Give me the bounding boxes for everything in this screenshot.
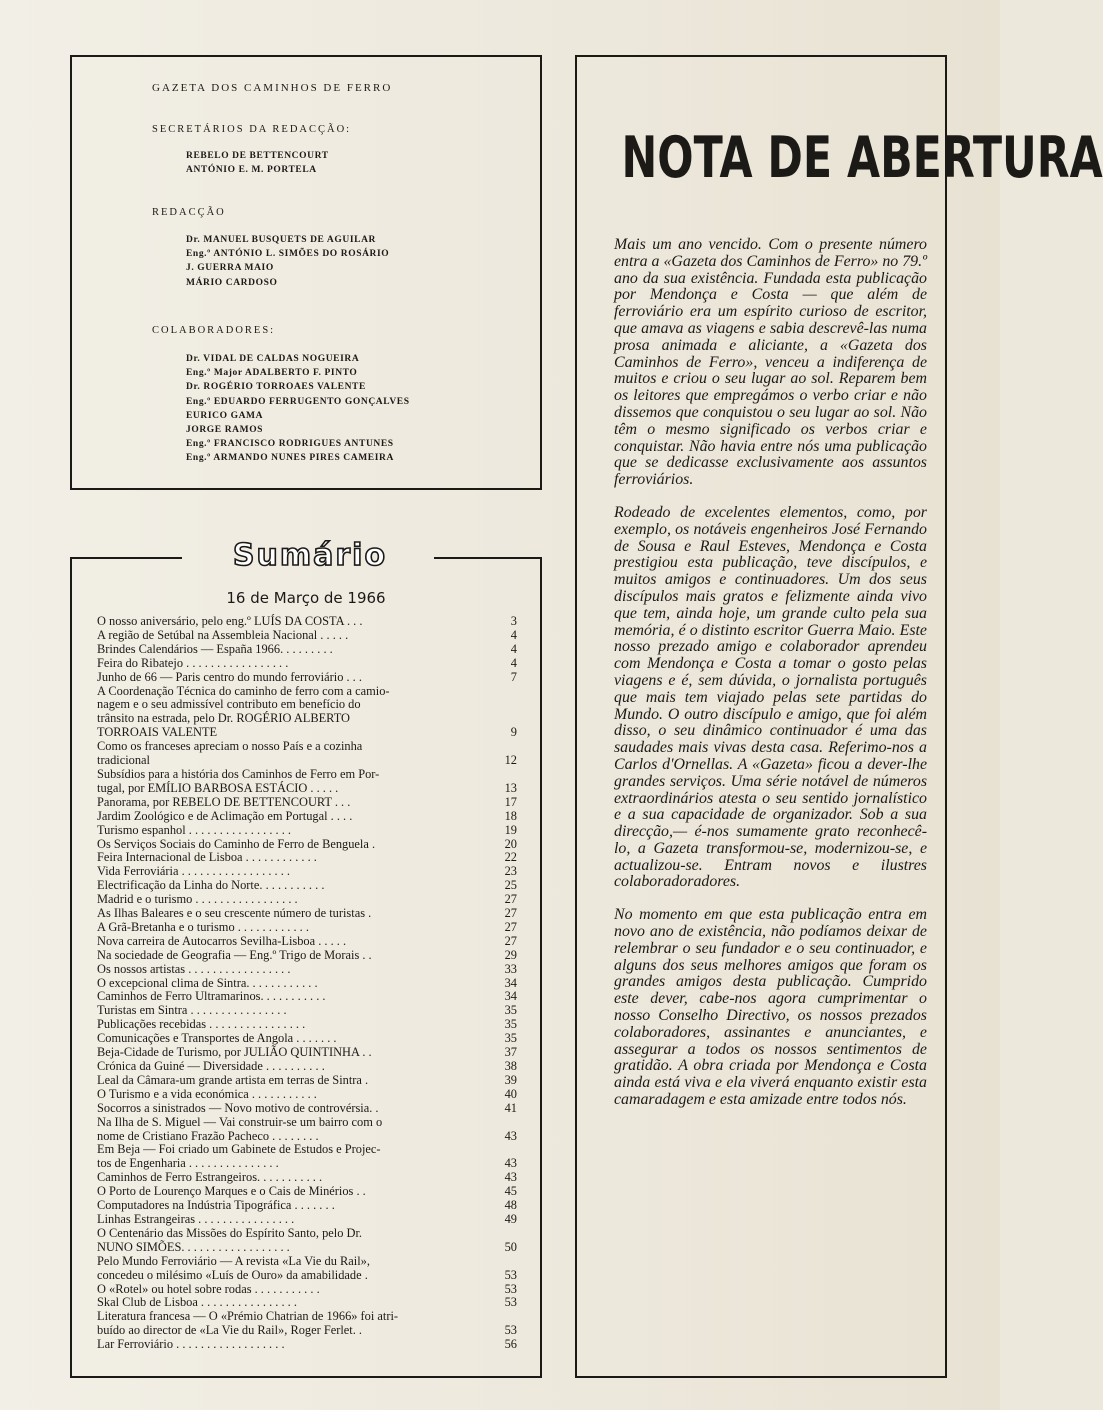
toc-entry [97,796,521,810]
editor-name: Dr. MANUEL BUSQUETS DE AGUILAR [186,235,377,245]
toc-entry-line: O Centenário das Missões do Espírito Santo, pelo Dr. [97,1225,362,1240]
toc-entry [97,1171,521,1185]
toc-entry-line: concedeu o milésimo «Luís de Ouro» da amabilidade . [97,1267,368,1282]
toc-page-number: 20 [504,836,517,851]
masthead-title: GAZETA DOS CAMINHOS DE FERRO [152,82,393,94]
toc-page-number: 33 [504,961,517,976]
toc-entry [97,963,521,977]
toc-entry-line: Panorama, por REBELO DE BETTENCOURT . . . [97,794,351,809]
toc-entry-line: O «Rotel» ou hotel sobre rodas . . . . . . . . . . . [97,1281,320,1296]
toc-entry-line: nagem e o seu admissível contributo em benefício do [97,697,361,712]
secretaries-label: SECRETÁRIOS DA REDACÇÃO: [152,124,352,135]
toc-entry-line: Feira do Ribatejo . . . . . . . . . . . . . . . . . [97,655,289,670]
toc-entry [97,851,521,865]
toc-page-number: 39 [504,1072,517,1087]
contributors-list [186,352,410,466]
toc-entry-line: Turistas em Sintra . . . . . . . . . . . . . . . . [97,1003,287,1018]
toc-page-number: 37 [504,1045,517,1060]
toc-entry-line: Lar Ferroviário . . . . . . . . . . . . . . . . . . [97,1337,285,1352]
toc-entry-line: buído ao director de «La Vie du Rail», Roger Ferlet. . [97,1323,363,1338]
nota-body [614,237,927,1125]
toc-entry [97,879,521,893]
sumario-date: 16 de Março de 1966 [226,589,386,607]
toc-entry-line: Na sociedade de Geografia — Eng.º Trigo de Morais . . [97,947,372,962]
toc-page-number: 43 [504,1156,517,1171]
toc-entry-line: Como os franceses apreciam o nosso País e a cozinha [97,739,363,754]
contributor-name: Eng.º FRANCISCO RODRIGUES ANTUNES [186,439,394,450]
toc-entry [97,1227,521,1255]
editorial-list [186,233,389,290]
contributor-name: Dr. VIDAL DE CALDAS NOGUEIRA [186,354,360,364]
contributor-name: Eng.º EDUARDO FERRUGENTO GONÇALVES [186,396,410,407]
toc-entry-line: O Turismo e a vida económica . . . . . . . . . . . [97,1086,317,1101]
toc-entry-line: Caminhos de Ferro Estrangeiros. . . . . . . . . . . [97,1170,323,1185]
toc-entry-line: Nova carreira de Autocarros Sevilha-Lisboa . . . . . [97,933,347,948]
toc-entry-line: Os Serviços Sociais do Caminho de Ferro de Benguela . [97,836,376,851]
secretary-name: ANTÓNIO E. M. PORTELA [186,165,317,176]
toc-entry-line: Caminhos de Ferro Ultramarinos. . . . . . . . . . . [97,989,326,1004]
toc-entry [97,1213,521,1227]
toc-page-number: 17 [504,794,517,809]
toc-entry-line: Madrid e o turismo . . . . . . . . . . . . . . . . . [97,892,298,907]
secretary-name: REBELO DE BETTENCOURT [186,151,329,161]
toc-entry [97,643,521,657]
toc-entry [97,768,521,796]
contributor-name: Eng.º ARMANDO NUNES PIRES CAMEIRA [186,453,394,464]
toc-page-number: 27 [504,933,517,948]
toc-entry-line: Publicações recebidas . . . . . . . . . . . . . . . . [97,1017,306,1032]
toc-page-number: 4 [510,655,517,670]
toc-entry-line: NUNO SIMÕES. . . . . . . . . . . . . . . . . . [97,1239,290,1254]
toc-page-number: 40 [504,1086,517,1101]
toc-entry-line: tugal, por EMÍLIO BARBOSA ESTÁCIO . . . . . [97,780,339,795]
toc-page-number: 23 [504,864,517,879]
toc-entry [97,921,521,935]
toc-entry-line: Brindes Calendários — España 1966. . . . . . . . . [97,641,333,656]
toc-page-number: 53 [504,1323,517,1338]
toc-entry-line: nome de Cristiano Frazão Pacheco . . . . . . . . [97,1128,319,1143]
toc-entry-line: Skal Club de Lisboa . . . . . . . . . . . . . . . . [97,1295,297,1310]
sumario-heading: Sumário [232,538,388,573]
toc-page-number: 29 [504,947,517,962]
toc-entry [97,1255,521,1283]
toc-page-number: 22 [504,850,517,865]
toc-entry [97,865,521,879]
toc-entry-line: Beja-Cidade de Turismo, por JULIÃO QUINTINHA . . [97,1045,372,1060]
toc-page-number: 18 [504,808,517,823]
toc-entry [97,935,521,949]
toc-entry [97,1143,521,1171]
toc-entry [97,838,521,852]
toc-page-number: 35 [504,1031,517,1046]
nota-paragraph: Rodeado de excelentes elementos, como, por exemplo, os notáveis engenheiros José Fernando de Sousa e Raul Esteves, Mendonça e Costa prestigiou esta publicação, teve discípulos, e muitos amigos e continuadores. Um dos seus discípulos mais gratos e felizmente ainda vivo que tem, ainda hoje, um grande culto pela sua memória, é o distinto escritor Guerra Maio. Este nosso prezado amigo e colaborador aprendeu com Mendonça e Costa a tomar o gosto pelas viagens e é, sem dúvida, o jornalista português que mais tem viajado pelas sete partidas do Mundo. O outro discípulo e amigo, que foi além disso, o seu dinâmico continuador é uma das saudades mais vivas desta casa. Referimo-nos a Carlos d'Ornellas. A «Gazeta» ficou a dever-lhe grandes serviços. Uma série notável de números extraordinários atesta o seu sentido jornalístico e a sua capacidade de organizador. Sob a sua direcção,— é-nos sumamente grato reconhecê-lo, a Gazeta transformou-se, modernizou-se, e actualizou-se. Entram novos e ilustres colaboradoradores. [614,503,927,891]
toc-entry [97,615,521,629]
toc-entry [97,1296,521,1310]
toc-entry-line: Computadores na Indústria Tipográfica . . . . . . . [97,1198,335,1213]
nota-title: NOTA DE ABERTURA [621,125,1103,191]
toc-entry-line: Feira Internacional de Lisboa . . . . . . . . . . . . [97,850,317,865]
toc-page-number: 12 [504,753,517,768]
toc-entry-line: Vida Ferroviária . . . . . . . . . . . . . . . . . . [97,864,290,879]
toc-page-number: 43 [504,1128,517,1143]
toc-page-number: 13 [504,780,517,795]
toc-entry-line: Crónica da Guiné — Diversidade . . . . . . . . . . [97,1059,325,1073]
toc-page-number: 48 [504,1198,517,1213]
secretaries-list [186,149,329,177]
toc-entry-line: Turismo espanhol . . . . . . . . . . . . . . . . . [97,822,292,837]
contributors-label: COLABORADORES: [152,325,276,336]
toc-entry-line: Socorros a sinistrados — Novo motivo de controvérsia. . [97,1100,379,1115]
toc-page-number: 43 [504,1170,517,1185]
toc-page-number: 49 [504,1211,517,1226]
toc-page-number: 3 [510,614,517,628]
toc-entry [97,1283,521,1297]
toc-entry-line: Subsídios para a história dos Caminhos de Ferro em Por- [97,766,380,781]
toc-page-number: 35 [504,1003,517,1018]
nota-paragraph: Mais um ano vencido. Com o presente número entra a «Gazeta dos Caminhos de Ferro» no 79.º ano da sua existência. Fundada esta publicação por Mendonça e Costa — que além de ferroviário era um espírito curioso de escritor, que amava as viagens e sabia descrevê-las numa prosa animada e aliciante, a «Gazeta dos Caminhos de Ferro», venceu a indiferença de muitos e criou o seu lugar ao sol. Reparem bem os leitores que empregámos o verbo criar e não dissemos que conquistou o seu lugar ao sol. Não têm o mesmo significado os verbos criar e conquistar. Não havia entre nós uma publicação que se dedicasse exclusivamente aos assuntos ferroviários. [614,236,927,489]
editor-name: MÁRIO CARDOSO [186,277,278,288]
toc-page-number: 34 [504,989,517,1004]
toc-entry-line: trânsito na estrada, pelo Dr. ROGÉRIO ALBERTO [97,711,350,726]
toc-entry [97,977,521,991]
toc-page-number: 41 [504,1100,517,1115]
toc-page-number: 50 [504,1239,517,1254]
toc-page-number: 27 [504,892,517,907]
toc-page-number: 35 [504,1017,517,1032]
toc-entry [97,810,521,824]
toc-entry-line: Electrificação da Linha do Norte. . . . . . . . . . . [97,878,325,893]
toc-entry-line: Literatura francesa — O «Prémio Chatrian de 1966» foi atri- [97,1309,399,1324]
toc-entry [97,657,521,671]
toc-entry [97,671,521,685]
toc-page-number: 56 [504,1337,517,1352]
toc-entry [97,824,521,838]
contributor-name: JORGE RAMOS [186,425,264,436]
toc-entry [97,949,521,963]
toc-entry [97,907,521,921]
toc-entry [97,740,521,768]
toc-entry [97,1060,521,1074]
toc-entry-line: TORROAIS VALENTE [97,725,218,740]
toc-entry [97,1116,521,1144]
toc-entry [97,1310,521,1338]
toc-page-number: 19 [504,822,517,837]
toc-page-number: 34 [504,975,517,990]
toc-entry-line: A região de Setúbal na Assembleia Nacional . . . . . [97,627,349,642]
toc-entry [97,1004,521,1018]
toc-entry [97,1088,521,1102]
toc-entry-line: Em Beja — Foi criado um Gabinete de Estudos e Projec- [97,1142,381,1157]
toc-entry [97,1338,521,1352]
toc-entry-line: O nosso aniversário, pelo eng.º LUÍS DA COSTA . . . [97,614,363,628]
toc-entry [97,685,521,741]
toc-entry [97,1102,521,1116]
toc-entry [97,990,521,1004]
toc-entry-line: Jardim Zoológico e de Aclimação em Portugal . . . . [97,808,353,823]
toc-entry [97,1046,521,1060]
editor-name: J. GUERRA MAIO [186,263,274,274]
toc-page-number: 4 [510,641,517,656]
toc-page-number: 38 [504,1059,517,1073]
toc-entry [97,1074,521,1088]
toc-entry [97,1199,521,1213]
nota-paragraph: No momento em que esta publicação entra em novo ano de existência, não podíamos deixar de relembrar o seu fundador e o seu continuador, e alguns dos seus melhores amigos que foram os grandes amigos desta publicação. Cumprido este dever, cabe-nos agora cumprimentar o nosso Conselho Directivo, os nossos prezados colaboradores, assinantes e anunciantes, e assegurar a todos os nossos sentimentos de gratidão. A obra criada por Mendonça e Costa ainda está viva e ela viverá enquanto existir esta camaradagem e esta amizade entre todos nós. [614,906,927,1109]
contributor-name: Dr. ROGÉRIO TORROAES VALENTE [186,382,366,393]
toc-page-number: 45 [504,1184,517,1199]
toc-page-number: 4 [510,627,517,642]
toc-page-number: 9 [510,725,517,740]
toc-entry [97,629,521,643]
toc-entry-line: Junho de 66 — Paris centro do mundo ferroviário . . . [97,669,362,684]
toc-entry-line: Pelo Mundo Ferroviário — A revista «La Vie du Rail», [97,1253,370,1268]
toc-entry-line: tradicional [97,753,150,768]
contributor-name: Eng.º Major ADALBERTO F. PINTO [186,368,358,379]
toc-entry-line: A Grã-Bretanha e o turismo . . . . . . . . . . . . [97,919,309,934]
toc-entry [97,1185,521,1199]
toc-entry-line: As Ilhas Baleares e o seu crescente número de turistas . [97,906,372,921]
editorial-label: REDACÇÃO [152,207,226,218]
toc-entry-line: A Coordenação Técnica do caminho de ferro com a camio- [97,683,390,698]
toc-page-number: 27 [504,906,517,921]
toc-entry-line: Na Ilha de S. Miguel — Vai construir-se um bairro com o [97,1114,383,1129]
toc-entry [97,1018,521,1032]
contributor-name: EURICO GAMA [186,410,264,421]
toc-page-number: 53 [504,1281,517,1296]
toc-entry [97,893,521,907]
toc-page-number: 53 [504,1295,517,1310]
editor-name: Eng.º ANTÓNIO L. SIMÕES DO ROSÁRIO [186,249,390,260]
toc-page-number: 53 [504,1267,517,1282]
toc-entry-line: O excepcional clima de Sintra. . . . . . . . . . . . [97,975,318,990]
toc-entry-line: tos de Engenharia . . . . . . . . . . . . . . . [97,1156,279,1171]
toc-page-number: 7 [510,669,517,684]
toc-page-number: 25 [504,878,517,893]
toc-entry [97,1032,521,1046]
toc-entry-line: Os nossos artistas . . . . . . . . . . . . . . . . . [97,961,291,976]
table-of-contents [97,615,521,1352]
toc-entry-line: Comunicações e Transportes de Angola . . . . . . . [97,1031,337,1046]
toc-entry-line: Leal da Câmara-um grande artista em terras de Sintra . [97,1072,369,1087]
toc-entry-line: O Porto de Lourenço Marques e o Cais de Minérios . . [97,1184,366,1199]
toc-page-number: 27 [504,919,517,934]
toc-entry-line: Linhas Estrangeiras . . . . . . . . . . . . . . . . [97,1211,295,1226]
